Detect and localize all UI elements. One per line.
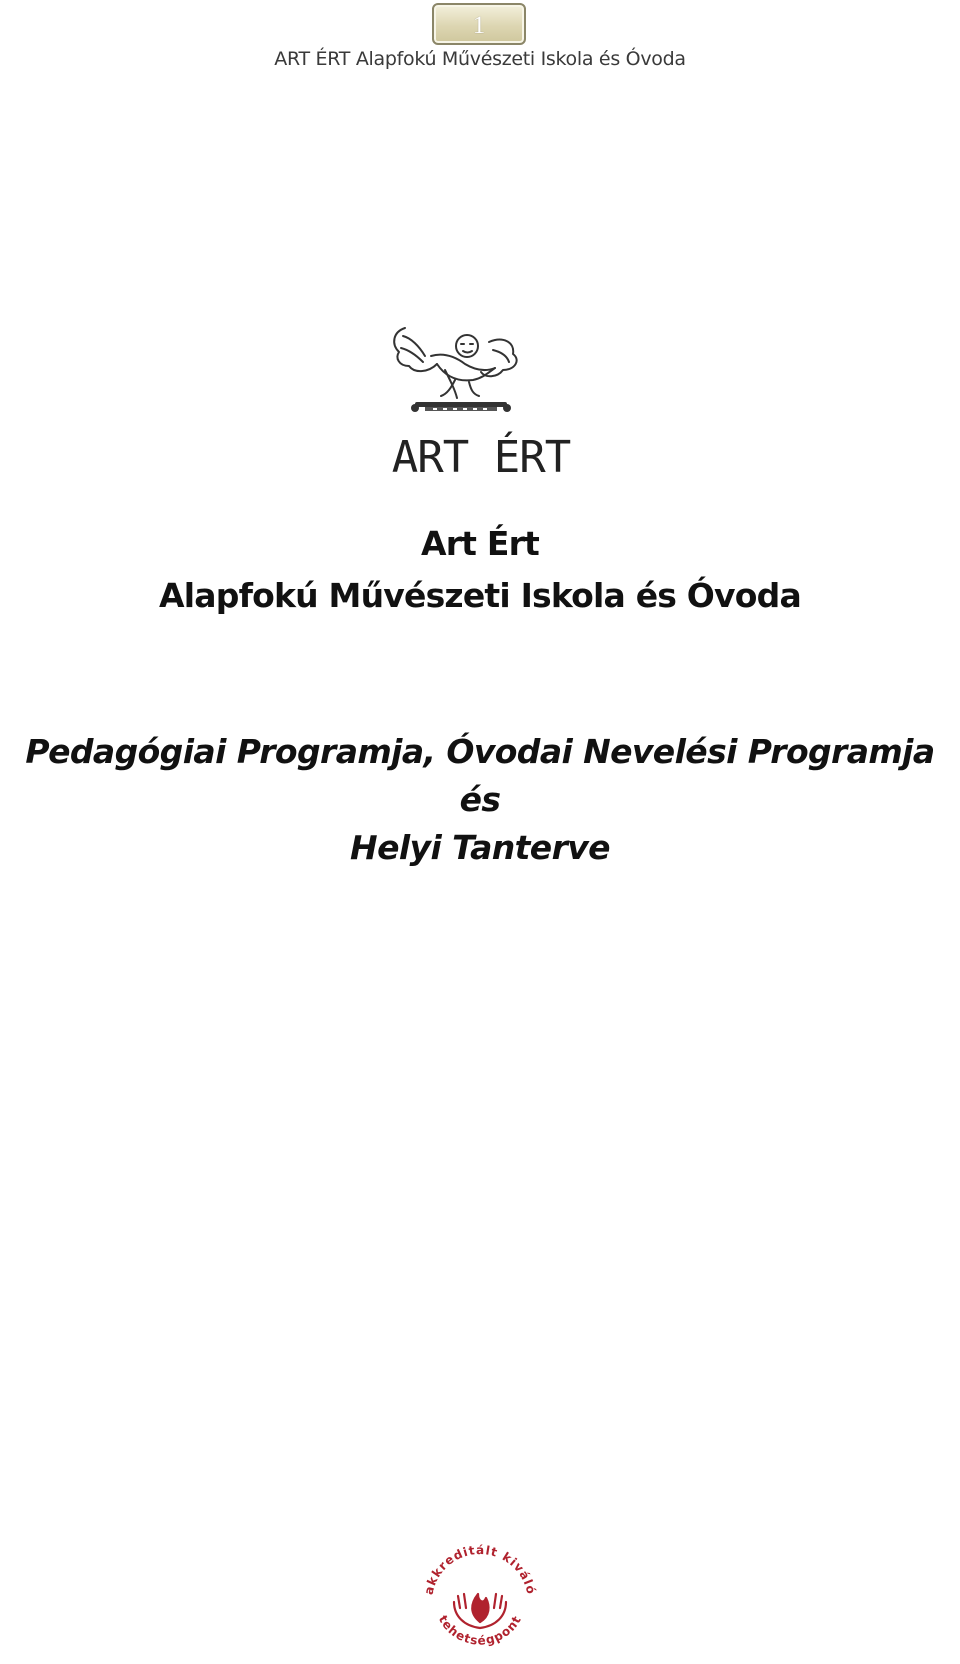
school-name-line1: Art Ért [420,524,540,563]
page-number-badge [432,3,526,45]
seal-text-top: akkreditált kiváló [421,1542,539,1597]
art-ert-logo [385,322,577,486]
document-title [0,728,960,872]
svg-text:akkreditált kiváló [422,1543,539,1596]
school-name [0,518,960,622]
document-title-line2: Helyi Tanterve [350,828,610,867]
logo-lettering: ART ÉRT [391,432,571,483]
tehetsegpont-seal [410,1530,550,1664]
document-title-line1: Pedagógiai Programja, Óvodai Nevelési Programja és [25,732,935,819]
school-name-line2: Alapfokú Művészeti Iskola és Óvoda [159,576,801,615]
running-header: ART ÉRT Alapfokú Művészeti Iskola és Óvoda [274,48,686,70]
page-number: 1 [472,11,486,39]
seal-text-bottom: tehetségpont [435,1612,525,1648]
